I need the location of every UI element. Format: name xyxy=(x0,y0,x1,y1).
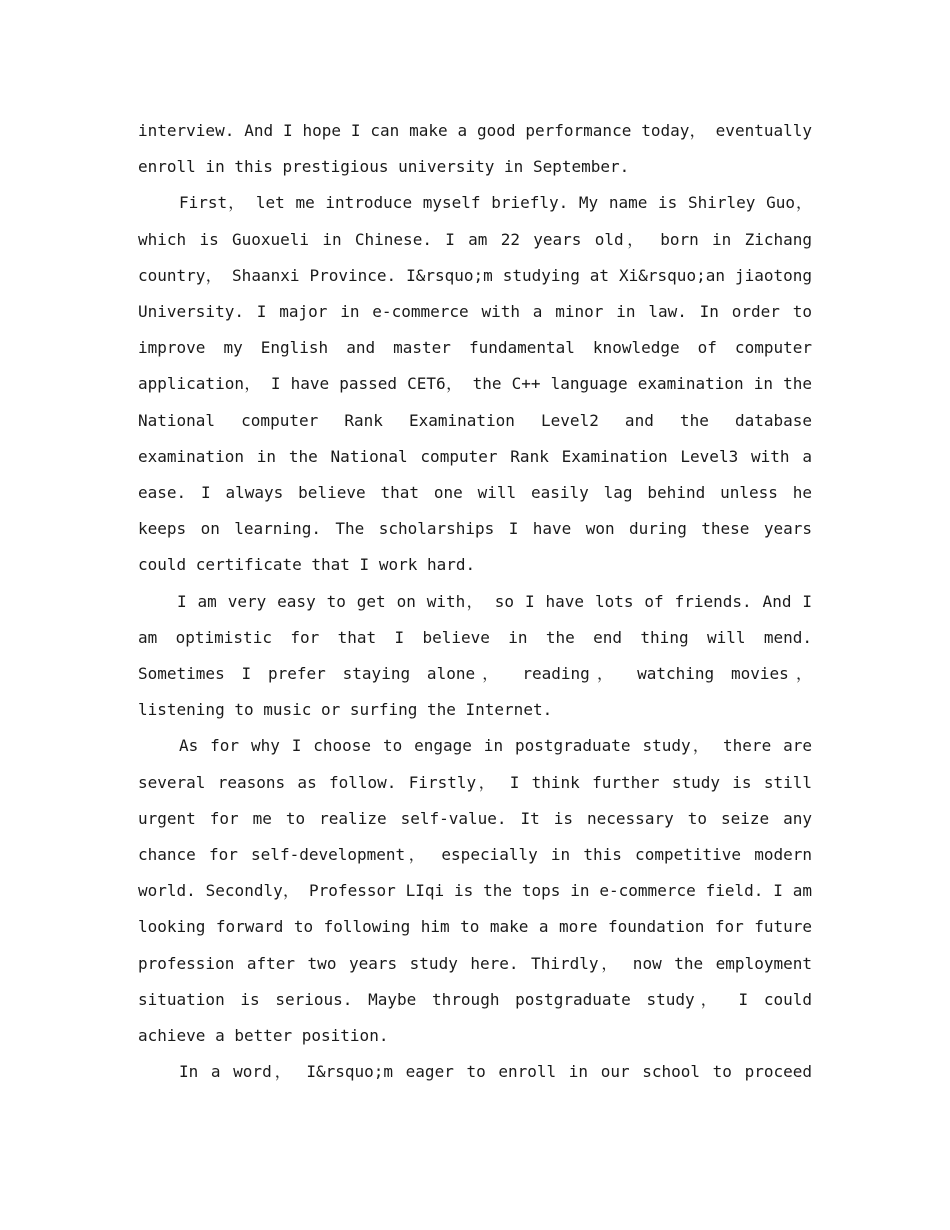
paragraph-introduction: First， let me introduce myself briefly. My name is Shirley Guo， which is Guoxueli in Chinese. I am 22 years old， born in Zichang country， Shaanxi Province. I&rsquo;m studying at Xi&rsquo;an jiaotong University. I major in e-commerce with a minor in law. In order to improve my English and master fundamental knowledge of computer application， I have passed CET6， the C++ language examination in the National computer Rank Examination Level2 and the database examination in the National computer Rank Examination Level3 with a ease. I always believe that one will easily lag behind unless he keeps on learning. The scholarships I have won during these years could certificate that I work hard. xyxy=(138,193,813,575)
document-body xyxy=(138,113,812,1090)
paragraph-personality: I am very easy to get on with， so I have lots of friends. And I am optimistic for that I believe in the end thing will mend. Sometimes I prefer staying alone， reading， watching movies， listening to music or surfing the Internet. xyxy=(138,591,812,720)
paragraph-reasons: As for why I choose to engage in postgraduate study， there are several reasons as follow. Firstly， I think further study is still urgent for me to realize self-value. It is necessary to seize any chance for self-development， especially in this competitive modern world. Secondly， Professor LIqi is the tops in e-commerce field. I am looking forward to following him to make a more foundation for future profession after two years study here. Thirdly， now the employment situation is serious. Maybe through postgraduate study， I could achieve a better position. xyxy=(138,736,813,1046)
paragraph-conclusion: In a word， I&rsquo;m eager to enroll in our school to proceed xyxy=(179,1062,812,1082)
paragraph-continuation: interview. And I hope I can make a good performance today， eventually enroll in this prestigious university in September. xyxy=(138,121,812,177)
